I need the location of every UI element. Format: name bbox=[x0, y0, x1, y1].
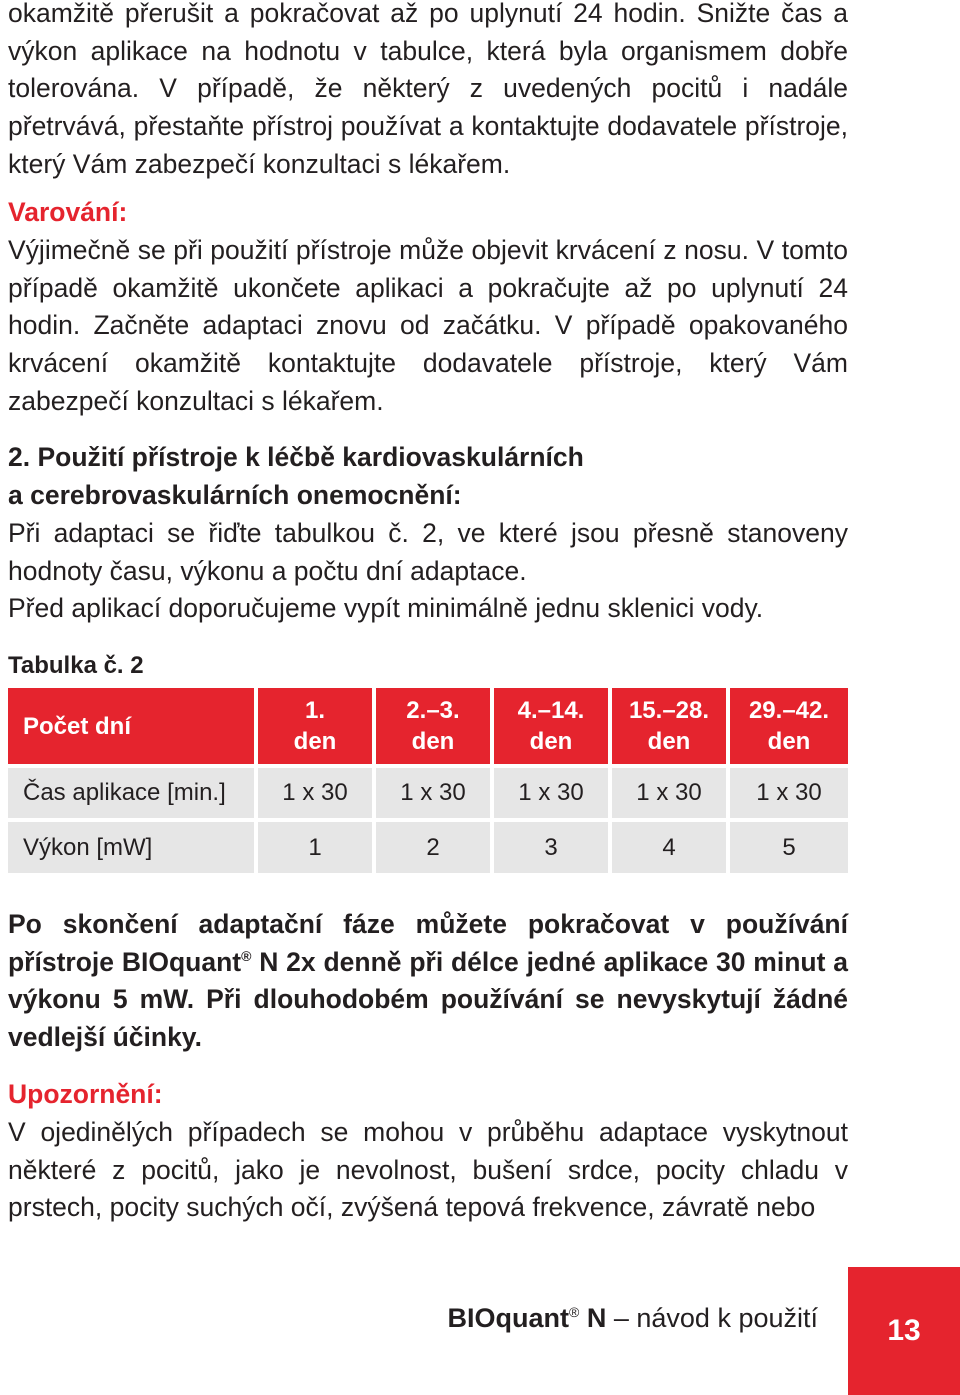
table-header-row bbox=[8, 688, 848, 764]
table-header-cell: 15.–28. den bbox=[612, 688, 726, 764]
table-row bbox=[8, 768, 848, 818]
table-row-label: Výkon [mW] bbox=[8, 822, 254, 873]
table-cell: 2 bbox=[376, 822, 490, 873]
footer-subtitle: – návod k použití bbox=[606, 1303, 818, 1333]
footer-registered-mark: ® bbox=[569, 1304, 580, 1320]
registered-mark: ® bbox=[241, 947, 252, 964]
section-heading-line1: 2. Použití přístroje k léčbě kardiovaskulárních bbox=[8, 442, 584, 472]
warning-paragraph: Výjimečně se při použití přístroje může objevit krvácení z nosu. V tomto případě okamžitě ukončete aplikaci a pokračujte až po uplynutí 24 hodin. Začněte adaptaci znovu od začátku. V případě opakovaného krvácení okamžitě kontaktujte dodavatele přístroje, který Vám zabezpečí konzultaci s lékařem. bbox=[8, 235, 848, 416]
warning-heading: Varování: bbox=[8, 197, 128, 227]
table-cell: 3 bbox=[494, 822, 608, 873]
section-paragraph-water: Před aplikací doporučujeme vypít minimálně jednu sklenici vody. bbox=[8, 593, 764, 624]
intro-paragraph: okamžitě přerušit a pokračovat až po uplynutí 24 hodin. Snižte čas a výkon aplikace na hodnotu v tabulce, která byla organismem dobře tolerována. V případě, že některý z uvedených pocitů i nadále přetrvává, přestaňte přístroj používat a kontaktujte dodavatele přístroje, který Vám zabezpečí konzultaci s lékařem. bbox=[8, 0, 848, 179]
table-cell: 1 x 30 bbox=[258, 768, 372, 818]
table-header-cell: 2.–3. den bbox=[376, 688, 490, 764]
section-heading-line2: a cerebrovaskulárních onemocnění: bbox=[8, 479, 462, 510]
table-header-cell: 4.–14. den bbox=[494, 688, 608, 764]
table-row bbox=[8, 822, 848, 873]
section-body bbox=[8, 515, 848, 628]
notice-heading: Upozornění: bbox=[8, 1079, 163, 1109]
table-cell: 5 bbox=[730, 822, 848, 873]
footer-model: N bbox=[579, 1303, 607, 1333]
table-header-cell: 29.–42. den bbox=[730, 688, 848, 764]
table-cell: 1 bbox=[258, 822, 372, 873]
section-paragraph: Při adaptaci se řiďte tabulkou č. 2, ve které jsou přesně stanoveny hodnoty času, výkonu a počtu dní adaptace. bbox=[8, 518, 848, 586]
after-table-paragraph: Po skončení adaptační fáze můžete pokračovat v používání přístroje BIOquant® N 2x denně při délce jedné aplikace 30 minut a výkonu 5 mW. Při dlouhodobém používání se nevyskytují žádné vedlejší účinky. bbox=[8, 909, 848, 1053]
table-cell: 1 x 30 bbox=[730, 768, 848, 818]
table-row-label: Čas aplikace [min.] bbox=[8, 768, 254, 818]
table-cell: 4 bbox=[612, 822, 726, 873]
table-cell: 1 x 30 bbox=[494, 768, 608, 818]
table-cell: 1 x 30 bbox=[612, 768, 726, 818]
footer-brand: BIOquant bbox=[447, 1303, 570, 1333]
table-header-cell: 1. den bbox=[258, 688, 372, 764]
table-cell: 1 x 30 bbox=[376, 768, 490, 818]
table-caption: Tabulka č. 2 bbox=[8, 652, 144, 679]
table-header-label: Počet dní bbox=[8, 688, 254, 764]
notice-paragraph: V ojedinělých případech se mohou v průběhu adaptace vyskytnout některé z pocitů, jako je nevolnost, bušení srdce, pocity chladu v prstech, pocity suchých očí, zvýšená tepová frekvence, závratě nebo bbox=[8, 1117, 848, 1223]
section-heading bbox=[8, 439, 848, 514]
footer-title bbox=[448, 1298, 818, 1338]
page-number: 13 bbox=[848, 1267, 960, 1395]
